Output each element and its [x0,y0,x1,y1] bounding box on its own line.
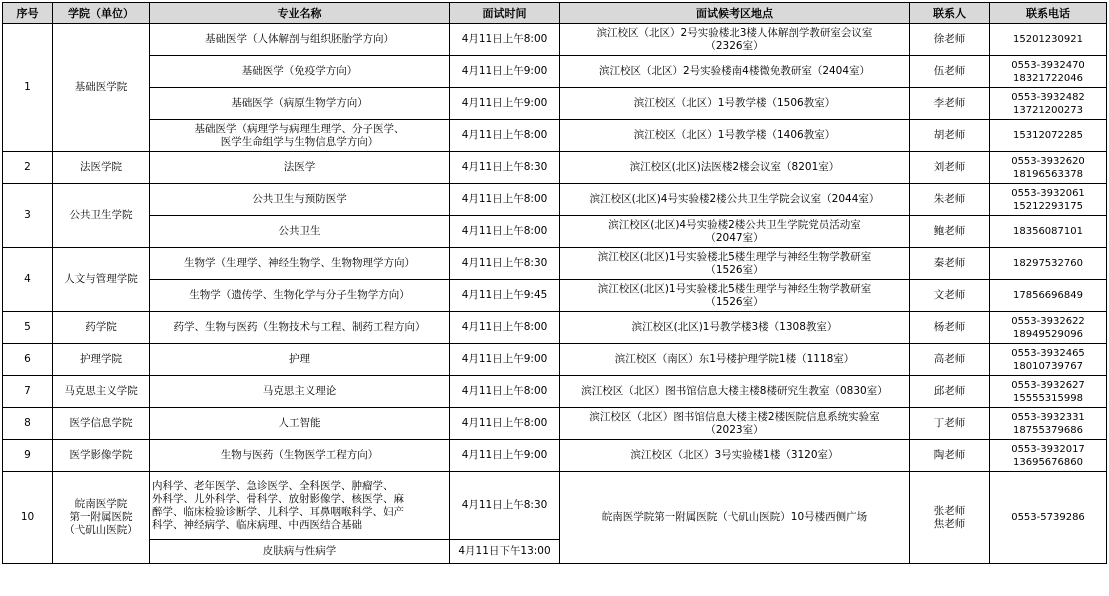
table-row [3,184,1107,216]
interview-time: 4月11日上午8:00 [450,408,560,440]
major-name: 基础医学（人体解剖与组织胚胎学方向） [150,24,450,56]
interview-time: 4月11日上午9:00 [450,440,560,472]
row-number: 6 [3,344,53,376]
interview-time: 4月11日上午8:00 [450,216,560,248]
contact-phone: 0553-5739286 [990,472,1107,564]
contact-phone: 0553-3932482 13721200273 [990,88,1107,120]
interview-location: 滨江校区（北区）2号实验楼南4楼微免教研室（2404室） [560,56,910,88]
contact-person: 李老师 [910,88,990,120]
table-row [3,280,1107,312]
contact-person: 陶老师 [910,440,990,472]
major-name: 人工智能 [150,408,450,440]
contact-person: 徐老师 [910,24,990,56]
interview-location: 滨江校区（北区）1号教学楼（1506教室） [560,88,910,120]
college-name: 药学院 [53,312,150,344]
row-number: 8 [3,408,53,440]
major-name: 基础医学（病理学与病理生理学、分子医学、 医学生命组学与生物信息学方向） [150,120,450,152]
interview-location: 滨江校区(北区)1号实验楼北5楼生理学与神经生物学教研室 （1526室） [560,280,910,312]
interview-location: 皖南医学院第一附属医院（弋矶山医院）10号楼西侧广场 [560,472,910,564]
interview-time: 4月11日上午8:00 [450,184,560,216]
interview-time: 4月11日上午8:30 [450,152,560,184]
contact-person: 鲍老师 [910,216,990,248]
college-name: 护理学院 [53,344,150,376]
contact-person: 秦老师 [910,248,990,280]
major-name: 生物学（遗传学、生物化学与分子生物学方向） [150,280,450,312]
contact-phone: 17856696849 [990,280,1107,312]
college-name: 皖南医学院 第一附属医院 （弋矶山医院） [53,472,150,564]
contact-phone: 0553-3932627 15555315998 [990,376,1107,408]
contact-person: 胡老师 [910,120,990,152]
table-row [3,56,1107,88]
contact-phone: 0553-3932620 18196563378 [990,152,1107,184]
major-name: 马克思主义理论 [150,376,450,408]
interview-time: 4月11日上午9:45 [450,280,560,312]
contact-person: 伍老师 [910,56,990,88]
interview-location: 滨江校区（北区）图书馆信息大楼主楼2楼医院信息系统实验室 （2023室） [560,408,910,440]
interview-location: 滨江校区（北区）2号实验楼北3楼人体解剖学教研室会议室 （2326室） [560,24,910,56]
contact-person: 杨老师 [910,312,990,344]
major-name: 内科学、老年医学、急诊医学、全科医学、肿瘤学、 外科学、儿外科学、骨科学、放射影像学、核医学、麻 醉学、临床检验诊断学、儿科学、耳鼻咽喉科学、妇产 科学、神经病学、临床病理、中西医结合基础 [150,472,450,540]
header-phone: 联系电话 [990,3,1107,24]
interview-schedule-table [2,2,1107,564]
table-row [3,120,1107,152]
contact-person: 邱老师 [910,376,990,408]
contact-person: 文老师 [910,280,990,312]
contact-person: 高老师 [910,344,990,376]
major-name: 公共卫生与预防医学 [150,184,450,216]
header-contact: 联系人 [910,3,990,24]
table-row [3,344,1107,376]
interview-location: 滨江校区（北区）图书馆信息大楼主楼8楼研究生教室（0830室） [560,376,910,408]
college-name: 法医学院 [53,152,150,184]
contact-phone: 0553-3932465 18010739767 [990,344,1107,376]
contact-phone: 18297532760 [990,248,1107,280]
college-name: 马克思主义学院 [53,376,150,408]
contact-person: 张老师 焦老师 [910,472,990,564]
contact-phone: 0553-3932470 18321722046 [990,56,1107,88]
table-row [3,248,1107,280]
college-name: 医学信息学院 [53,408,150,440]
table-row [3,88,1107,120]
table-row [3,216,1107,248]
college-name: 公共卫生学院 [53,184,150,248]
major-name: 护理 [150,344,450,376]
contact-person: 朱老师 [910,184,990,216]
row-number: 4 [3,248,53,312]
contact-phone: 18356087101 [990,216,1107,248]
contact-phone: 15201230921 [990,24,1107,56]
header-location: 面试候考区地点 [560,3,910,24]
interview-time: 4月11日上午8:00 [450,24,560,56]
interview-time: 4月11日上午8:30 [450,472,560,540]
major-name: 基础医学（病原生物学方向） [150,88,450,120]
interview-location: 滨江校区（北区）1号教学楼（1406教室） [560,120,910,152]
interview-time: 4月11日上午8:30 [450,248,560,280]
row-number: 7 [3,376,53,408]
header-college: 学院（单位） [53,3,150,24]
interview-time: 4月11日上午8:00 [450,312,560,344]
contact-phone: 15312072285 [990,120,1107,152]
interview-time: 4月11日上午8:00 [450,120,560,152]
row-number: 3 [3,184,53,248]
interview-time: 4月11日上午9:00 [450,56,560,88]
interview-time: 4月11日下午13:00 [450,540,560,564]
interview-location: 滨江校区（南区）东1号楼护理学院1楼（1118室） [560,344,910,376]
table-row [3,376,1107,408]
contact-phone: 0553-3932061 15212293175 [990,184,1107,216]
contact-phone: 0553-3932017 13695676860 [990,440,1107,472]
row-number: 2 [3,152,53,184]
major-name: 皮肤病与性病学 [150,540,450,564]
interview-location: 滨江校区(北区)4号实验楼2楼公共卫生学院会议室（2044室） [560,184,910,216]
major-name: 公共卫生 [150,216,450,248]
row-number: 10 [3,472,53,564]
contact-phone: 0553-3932331 18755379686 [990,408,1107,440]
contact-phone: 0553-3932622 18949529096 [990,312,1107,344]
major-name: 法医学 [150,152,450,184]
table-row [3,24,1107,56]
row-number: 1 [3,24,53,152]
interview-location: 滨江校区(北区)1号教学楼3楼（1308教室） [560,312,910,344]
row-number: 5 [3,312,53,344]
college-name: 人文与管理学院 [53,248,150,312]
college-name: 基础医学院 [53,24,150,152]
table-row [3,152,1107,184]
header-no: 序号 [3,3,53,24]
table-row [3,440,1107,472]
major-name: 药学、生物与医药（生物技术与工程、制药工程方向） [150,312,450,344]
interview-location: 滨江校区（北区）3号实验楼1楼（3120室） [560,440,910,472]
major-name: 生物学（生理学、神经生物学、生物物理学方向） [150,248,450,280]
row-number: 9 [3,440,53,472]
interview-time: 4月11日上午9:00 [450,344,560,376]
contact-person: 丁老师 [910,408,990,440]
table-row [3,472,1107,540]
college-name: 医学影像学院 [53,440,150,472]
interview-location: 滨江校区(北区)4号实验楼2楼公共卫生学院党员活动室 （2047室） [560,216,910,248]
table-row [3,408,1107,440]
interview-time: 4月11日上午9:00 [450,88,560,120]
interview-location: 滨江校区(北区)1号实验楼北5楼生理学与神经生物学教研室 （1526室） [560,248,910,280]
major-name: 基础医学（免疫学方向） [150,56,450,88]
major-name: 生物与医药（生物医学工程方向） [150,440,450,472]
contact-person: 刘老师 [910,152,990,184]
table-row [3,312,1107,344]
header-major: 专业名称 [150,3,450,24]
interview-location: 滨江校区(北区)法医楼2楼会议室（8201室） [560,152,910,184]
header-time: 面试时间 [450,3,560,24]
header-row [3,3,1107,24]
interview-time: 4月11日上午8:00 [450,376,560,408]
